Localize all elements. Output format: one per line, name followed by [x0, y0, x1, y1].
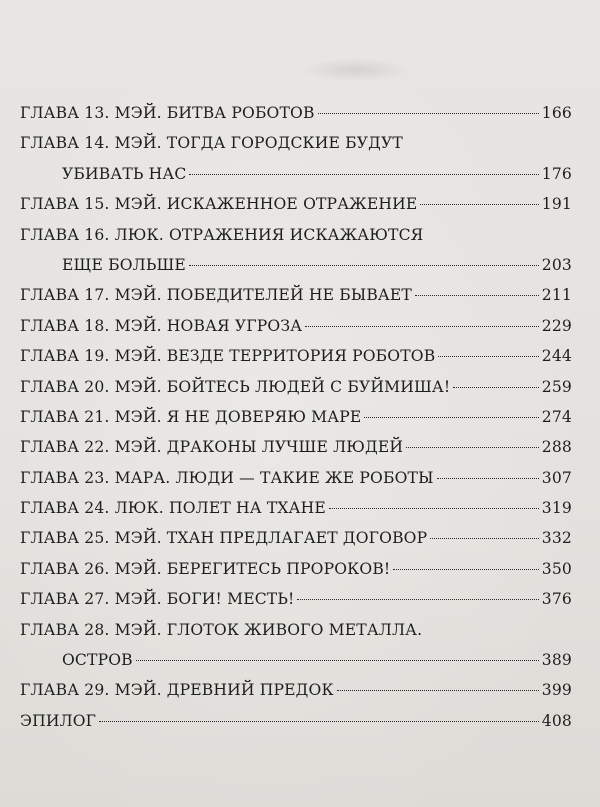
toc-entry [20, 432, 572, 462]
dot-leader [297, 599, 538, 600]
toc-entry [20, 189, 572, 219]
toc-entry-title: ГЛАВА 14. МЭЙ. ТОГДА ГОРОДСКИЕ БУДУТ [20, 134, 403, 153]
dot-leader [337, 690, 539, 691]
toc-entry-continuation-line [20, 159, 572, 189]
toc-entry-title: ГЛАВА 24. ЛЮК. ПОЛЕТ НА ТХАНЕ [20, 499, 326, 518]
toc-entry [20, 675, 572, 705]
toc-entry-title: ГЛАВА 15. МЭЙ. ИСКАЖЕННОЕ ОТРАЖЕНИЕ [20, 195, 418, 214]
toc-entry-page-number: 307 [541, 468, 572, 487]
toc-entry-page-number: 229 [541, 316, 572, 335]
dot-leader [329, 508, 539, 509]
toc-entry-title-continuation: ЕЩЕ БОЛЬШЕ [62, 255, 186, 274]
toc-entry-title: ГЛАВА 13. МЭЙ. БИТВА РОБОТОВ [20, 104, 315, 122]
toc-entry-page-number: 389 [541, 651, 572, 670]
toc-entry-page-number: 211 [541, 286, 572, 305]
toc-entry [20, 615, 572, 645]
toc-entry-page-number: 332 [541, 529, 572, 548]
dot-leader [437, 478, 539, 479]
toc-entry-page-number: 376 [541, 590, 572, 609]
toc-entry-title: ГЛАВА 28. МЭЙ. ГЛОТОК ЖИВОГО МЕТАЛЛА. [20, 620, 423, 639]
toc-entry-title: ГЛАВА 17. МЭЙ. ПОБЕДИТЕЛЕЙ НЕ БЫВАЕТ [20, 286, 412, 305]
toc-entry-title-continuation: УБИВАТЬ НАС [62, 164, 187, 183]
toc-entry [20, 463, 572, 493]
toc-entry-page-number: 274 [541, 407, 572, 426]
dot-leader [364, 417, 538, 418]
toc-entry [20, 523, 572, 553]
toc-entry-page-number: 319 [541, 499, 572, 518]
dot-leader [318, 113, 539, 114]
toc-entry-page-number: 203 [541, 255, 572, 274]
dot-leader [438, 356, 538, 357]
toc-entry-title: ГЛАВА 23. МАРА. ЛЮДИ — ТАКИЕ ЖЕ РОБОТЫ [20, 468, 434, 487]
dot-leader [136, 660, 539, 661]
dot-leader [305, 326, 539, 327]
toc-entry [20, 493, 572, 523]
toc-entry-page-number: 350 [541, 559, 572, 578]
dot-leader [393, 569, 538, 570]
toc-entry-page-number: 288 [541, 438, 572, 457]
toc-entry [20, 554, 572, 584]
toc-entry [20, 706, 572, 736]
table-of-contents [20, 98, 572, 736]
dot-leader [406, 447, 539, 448]
toc-entry [20, 280, 572, 310]
toc-entry-page-number: 166 [541, 104, 572, 122]
dot-leader [430, 538, 539, 539]
toc-entry-title: ГЛАВА 25. МЭЙ. ТХАН ПРЕДЛАГАЕТ ДОГОВОР [20, 529, 428, 548]
toc-entry-title: ГЛАВА 18. МЭЙ. НОВАЯ УГРОЗА [20, 316, 303, 335]
dot-leader [189, 174, 538, 175]
toc-entry-continuation-line [20, 645, 572, 675]
toc-entry [20, 220, 572, 250]
toc-entry-page-number: 259 [541, 377, 572, 396]
dot-leader [99, 721, 539, 722]
toc-entry-title: ГЛАВА 21. МЭЙ. Я НЕ ДОВЕРЯЮ МАРЕ [20, 407, 362, 426]
toc-entry-title: ГЛАВА 20. МЭЙ. БОЙТЕСЬ ЛЮДЕЙ С БУЙМИША! [20, 377, 451, 396]
toc-entry-title: ГЛАВА 16. ЛЮК. ОТРАЖЕНИЯ ИСКАЖАЮТСЯ [20, 225, 424, 244]
toc-entry [20, 584, 572, 614]
toc-entry-page-number: 191 [541, 195, 572, 214]
toc-entry-title-continuation: ОСТРОВ [62, 651, 133, 670]
toc-entry-page-number: 408 [541, 711, 572, 730]
toc-entry [20, 402, 572, 432]
toc-entry-title: ЭПИЛОГ [20, 711, 97, 730]
toc-entry-title: ГЛАВА 22. МЭЙ. ДРАКОНЫ ЛУЧШЕ ЛЮДЕЙ [20, 438, 404, 457]
toc-entry [20, 98, 572, 128]
toc-entry-page-number: 399 [541, 681, 572, 700]
toc-entry-title: ГЛАВА 29. МЭЙ. ДРЕВНИЙ ПРЕДОК [20, 681, 334, 700]
toc-entry-title: ГЛАВА 26. МЭЙ. БЕРЕГИТЕСЬ ПРОРОКОВ! [20, 559, 391, 578]
dot-leader [415, 295, 539, 296]
toc-entry [20, 341, 572, 371]
toc-entry [20, 311, 572, 341]
dot-leader [453, 387, 538, 388]
toc-entry-page-number: 244 [541, 347, 572, 366]
dot-leader [420, 204, 538, 205]
faint-print-mark [300, 58, 410, 82]
dot-leader [189, 265, 539, 266]
toc-entry-page-number: 176 [541, 164, 572, 183]
toc-entry-continuation-line [20, 250, 572, 280]
toc-entry-title: ГЛАВА 27. МЭЙ. БОГИ! МЕСТЬ! [20, 590, 295, 609]
toc-entry [20, 372, 572, 402]
toc-entry-title: ГЛАВА 19. МЭЙ. ВЕЗДЕ ТЕРРИТОРИЯ РОБОТОВ [20, 347, 436, 366]
toc-entry [20, 128, 572, 158]
